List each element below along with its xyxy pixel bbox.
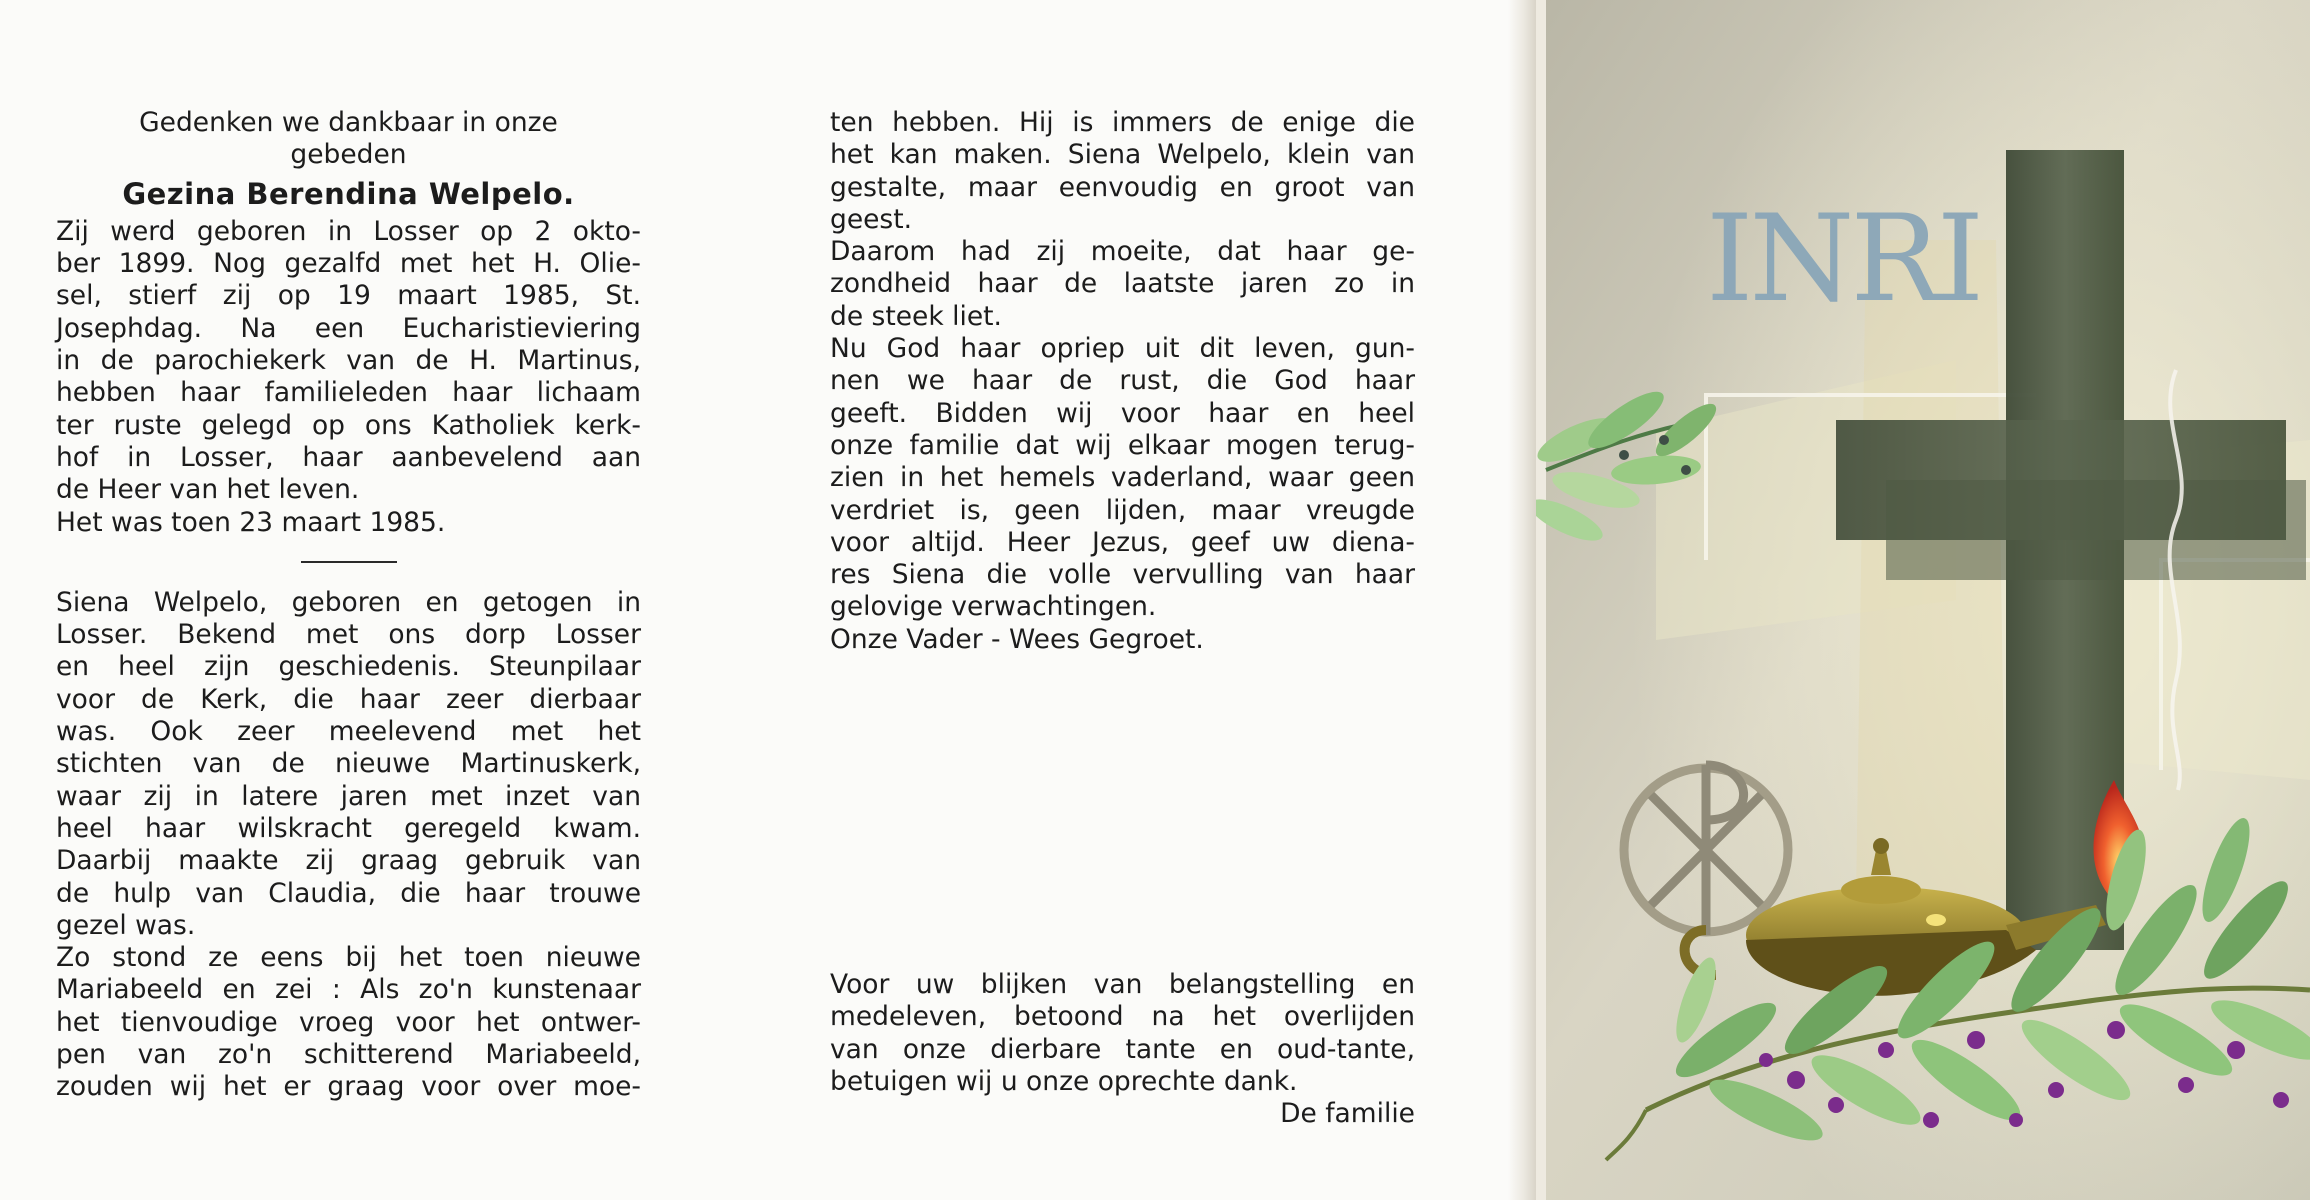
intro-line: Gedenken we dankbaar in onze: [139, 107, 558, 138]
text-line: waar zij in latere jaren met inzet van: [56, 780, 641, 812]
thanks-line: van onze dierbare tante en oud-tante,: [830, 1033, 1415, 1065]
text-line: ter ruste gelegd op ons Katholiek kerk-: [56, 409, 641, 441]
text-line: geest.: [830, 203, 913, 235]
text-line: Zij werd geboren in Losser op 2 okto-: [56, 215, 641, 247]
text-line: Het was toen 23 maart 1985.: [56, 506, 446, 538]
signature: De familie: [1280, 1098, 1415, 1130]
text-line: stichten van de nieuwe Martinuskerk,: [56, 748, 641, 780]
text-line: gelovige verwachtingen.: [830, 591, 1157, 623]
text-line: in de parochiekerk van de H. Martinus,: [56, 345, 641, 377]
thanks-block: [830, 969, 1415, 1130]
text-line: Daarom had zij moeite, dat haar ge-: [830, 236, 1415, 268]
text-line: zondheid haar de laatste jaren zo in: [830, 268, 1415, 300]
inri-inscription: INRI: [1706, 190, 1981, 329]
text-line: pen van zo'n schitterend Mariabeeld,: [56, 1039, 641, 1071]
text-line: heel haar wilskracht geregeld kwam.: [56, 812, 641, 844]
text-line: hof in Losser, haar aanbevelend aan: [56, 441, 641, 473]
text-line: Losser. Bekend met ons dorp Losser: [56, 619, 641, 651]
thanks-line: betuigen wij u onze oprechte dank.: [830, 1065, 1298, 1097]
cross-illustration: [1536, 0, 2310, 1200]
text-line: geeft. Bidden wij voor haar en heel: [830, 397, 1415, 429]
text-line: zouden wij het er graag voor over moe-: [56, 1071, 641, 1103]
text-line: nen we haar de rust, die God haar: [830, 365, 1415, 397]
text-line: gezel was.: [56, 909, 196, 941]
divider-rule: [301, 561, 397, 563]
text-line: onze familie dat wij elkaar mogen terug-: [830, 429, 1415, 461]
text-line: voor de Kerk, die haar zeer dierbaar: [56, 683, 641, 715]
text-line: Siena Welpelo, geboren en getogen in: [56, 586, 641, 618]
text-line: de steek liet.: [830, 300, 1002, 332]
text-line: verdriet is, geen lijden, maar vreugde: [830, 494, 1415, 526]
text-line: en heel zijn geschiedenis. Steunpilaar: [56, 651, 641, 683]
text-line: Zo stond ze eens bij het toen nieuwe: [56, 942, 641, 974]
text-line: gestalte, maar eenvoudig en groot van: [830, 171, 1415, 203]
middle-column: [830, 107, 1415, 656]
text-line: Nu God haar opriep uit dit leven, gun-: [830, 333, 1415, 365]
artwork-panel: [1536, 0, 2310, 1200]
text-line: voor altijd. Heer Jezus, geef uw diena-: [830, 526, 1415, 558]
left-column: [56, 107, 641, 1104]
intro-line: gebeden: [290, 139, 407, 171]
deceased-name: Gezina Berendina Welpelo.: [122, 176, 575, 211]
text-line: Mariabeeld en zei : Als zo'n kunstenaar: [56, 974, 641, 1006]
text-line: Daarbij maakte zij graag gebruik van: [56, 845, 641, 877]
text-line: Onze Vader - Wees Gegroet.: [830, 623, 1204, 655]
thanks-line: medeleven, betoond na het overlijden: [830, 1001, 1415, 1033]
text-line: res Siena die volle vervulling van haar: [830, 559, 1415, 591]
text-line: de hulp van Claudia, die haar trouwe: [56, 877, 641, 909]
text-line: de Heer van het leven.: [56, 474, 360, 506]
thanks-line: Voor uw blijken van belangstelling en: [830, 969, 1415, 1000]
text-line: ber 1899. Nog gezalfd met het H. Olie-: [56, 248, 641, 280]
text-line: ten hebben. Hij is immers de enige die: [830, 107, 1415, 138]
text-line: zien in het hemels vaderland, waar geen: [830, 462, 1415, 494]
text-line: het kan maken. Siena Welpelo, klein van: [830, 139, 1415, 171]
text-line: was. Ook zeer meelevend met het: [56, 716, 641, 748]
card-fold: [1508, 0, 1536, 1200]
text-line: hebben haar familieleden haar lichaam: [56, 377, 641, 409]
text-line: het tienvoudige vroeg voor het ontwer-: [56, 1006, 641, 1038]
text-line: Josephdag. Na een Eucharistieviering: [56, 312, 641, 344]
text-line: sel, stierf zij op 19 maart 1985, St.: [56, 280, 641, 312]
